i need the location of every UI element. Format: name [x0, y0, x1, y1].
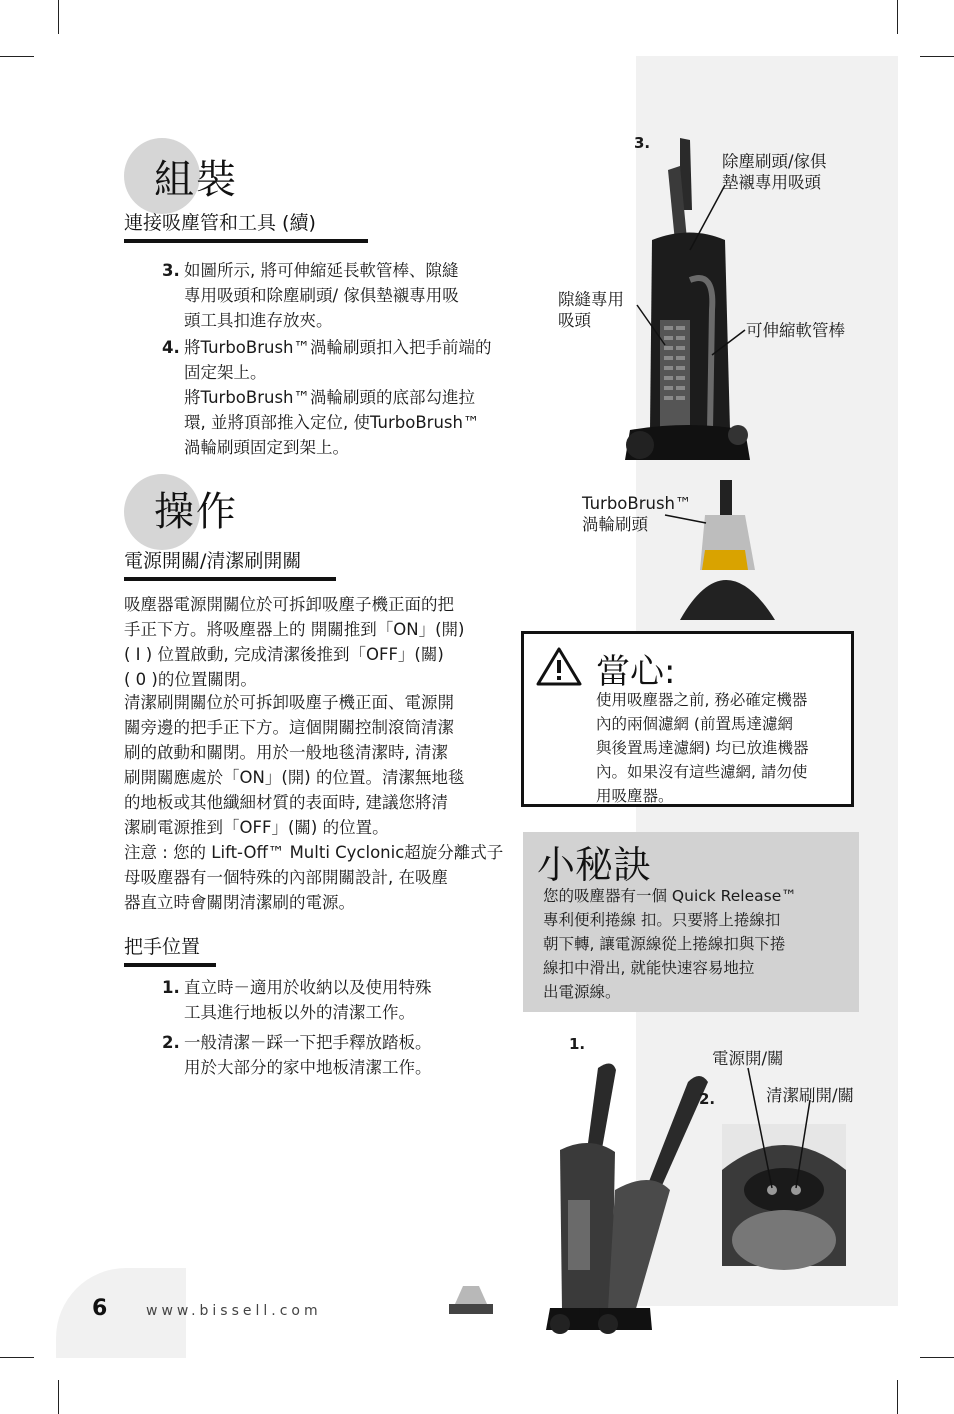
para-line: ( 0 )的位置關閉。: [124, 670, 257, 689]
caution-box: [521, 631, 854, 807]
item-line: 渦輪刷頭固定到架上。: [184, 438, 349, 457]
para-line: 清潔刷開關位於可拆卸吸塵子機正面、電源開: [124, 693, 454, 712]
item-line: 專用吸頭和除塵刷頭/ 傢俱墊襯專用吸: [184, 286, 459, 305]
item-line: 將TurboBrush™渦輪刷頭的底部勾進拉: [184, 388, 475, 407]
para-line: 潔刷電源推到「OFF」(關) 的位置。: [124, 818, 389, 837]
item-line: 直立時－適用於收納以及使用特殊: [184, 978, 432, 997]
label-dusting-brush: [722, 151, 827, 193]
label-crevice-tool: [558, 289, 624, 331]
crop-mark: [920, 1357, 954, 1358]
para-line: 關旁邊的把手正下方。這個開關控制滾筒清潔: [124, 718, 454, 737]
label-line: 隙縫專用: [558, 290, 624, 309]
label-line: TurboBrush™: [582, 494, 692, 513]
crop-mark: [920, 56, 954, 57]
subtitle-connect-tools: 連接吸塵管和工具 (續): [124, 208, 368, 243]
crop-mark: [0, 56, 34, 57]
caution-line: 內。如果沒有這些濾網, 請勿使: [596, 763, 808, 781]
para-line: 手正下方。將吸塵器上的 開關推到「ON」(開): [124, 620, 465, 639]
list-item-assembly-4: [162, 335, 507, 460]
label-power-switch: 電源開/關: [712, 1049, 784, 1068]
crop-mark: [897, 0, 898, 34]
warning-icon: [536, 646, 582, 686]
step-number-2: 2.: [699, 1090, 716, 1108]
list-item-assembly-3: [162, 258, 507, 333]
item-line: 將TurboBrush™渦輪刷頭扣入把手前端的: [184, 338, 492, 357]
item-line: 固定架上。: [184, 363, 267, 382]
item-line: 如圖所示, 將可伸縮延長軟管棒、隙縫: [184, 261, 459, 280]
step-number-3: 3.: [634, 134, 651, 152]
paragraph-brush-switch: [124, 690, 509, 840]
subtitle-handle-position: 把手位置: [124, 932, 216, 967]
item-line: 用於大部分的家中地板清潔工作。: [184, 1058, 432, 1077]
label-line: 渦輪刷頭: [582, 515, 648, 534]
vacuum-tools-illustration: [540, 130, 870, 620]
caution-line: 與後置馬達濾網) 均已放進機器: [596, 739, 809, 757]
item-line: 一般清潔－踩一下把手釋放踏板。: [184, 1033, 432, 1052]
bissell-logo: [447, 1282, 495, 1318]
para-line: 母吸塵器有一個特殊的內部開關設計, 在吸塵: [124, 868, 448, 887]
tip-line: 出電源線。: [543, 983, 621, 1001]
list-item-handle-2: [162, 1030, 507, 1080]
para-line: 吸塵器電源開關位於可拆卸吸塵子機正面的把: [124, 595, 454, 614]
caution-line: 使用吸塵器之前, 務必確定機器: [596, 691, 808, 709]
label-brush-switch: 清潔刷開/關: [766, 1086, 855, 1105]
step-number-1: 1.: [569, 1035, 586, 1053]
tip-line: 專利便利捲線 扣。只要將上捲線扣: [543, 911, 781, 929]
crop-mark: [897, 1380, 898, 1414]
para-line: 器直立時會關閉清潔刷的電源。: [124, 893, 355, 912]
tip-line: 朝下轉, 讓電源線從上捲線扣與下捲: [543, 935, 786, 953]
caution-line: 內的兩個濾網 (前置馬達濾網: [596, 715, 793, 733]
item-number: 1.: [162, 978, 180, 997]
item-line: 工具進行地板以外的清潔工作。: [184, 1003, 415, 1022]
crop-mark: [58, 0, 59, 34]
label-extension-wand: 可伸縮軟管棒: [746, 321, 845, 340]
website-url: www.bissell.com: [146, 1303, 322, 1319]
para-line: 刷的啟動和關閉。用於一般地毯清潔時, 清潔: [124, 743, 448, 762]
crop-mark: [58, 1380, 59, 1414]
para-line: ( I ) 位置啟動, 完成清潔後推到「OFF」(關): [124, 645, 444, 664]
item-number: 3.: [162, 261, 180, 280]
paragraph-power-switch: [124, 592, 509, 692]
page-number: 6: [92, 1296, 108, 1321]
label-line: 墊襯專用吸頭: [722, 173, 821, 192]
tip-line: 您的吸塵器有一個 Quick Release™: [543, 887, 797, 905]
label-line: 吸頭: [558, 311, 591, 330]
subtitle-power-switch: 電源開關/清潔刷開關: [124, 546, 336, 581]
caution-title: 當心:: [596, 652, 676, 692]
paragraph-note: [124, 840, 509, 915]
crop-mark: [0, 1357, 34, 1358]
para-line: 的地板或其他纖細材質的表面時, 建議您將清: [124, 793, 448, 812]
section-title-operation: 操作: [154, 489, 238, 535]
tip-text: [543, 884, 849, 1004]
label-line: 除塵刷頭/傢俱: [722, 152, 827, 171]
list-item-handle-1: [162, 975, 507, 1025]
item-line: 環, 並將頂部推入定位, 使TurboBrush™: [184, 413, 480, 432]
section-title-assembly: 組裝: [154, 157, 238, 203]
para-line: 注意 : 您的 Lift-Off™ Multi Cyclonic超旋分離式子: [124, 843, 504, 862]
label-turbobrush: [582, 493, 692, 535]
tip-box: [523, 832, 859, 1012]
para-line: 刷開關應處於「ON」(開) 的位置。清潔無地毯: [124, 768, 465, 787]
item-number: 4.: [162, 338, 180, 357]
item-number: 2.: [162, 1033, 180, 1052]
tip-title: 小秘訣: [537, 843, 652, 887]
item-line: 頭工具扣進存放夾。: [184, 311, 333, 330]
tip-line: 線扣中滑出, 就能快速容易地拉: [543, 959, 755, 977]
caution-text: [596, 688, 852, 808]
caution-line: 用吸塵器。: [596, 787, 674, 805]
